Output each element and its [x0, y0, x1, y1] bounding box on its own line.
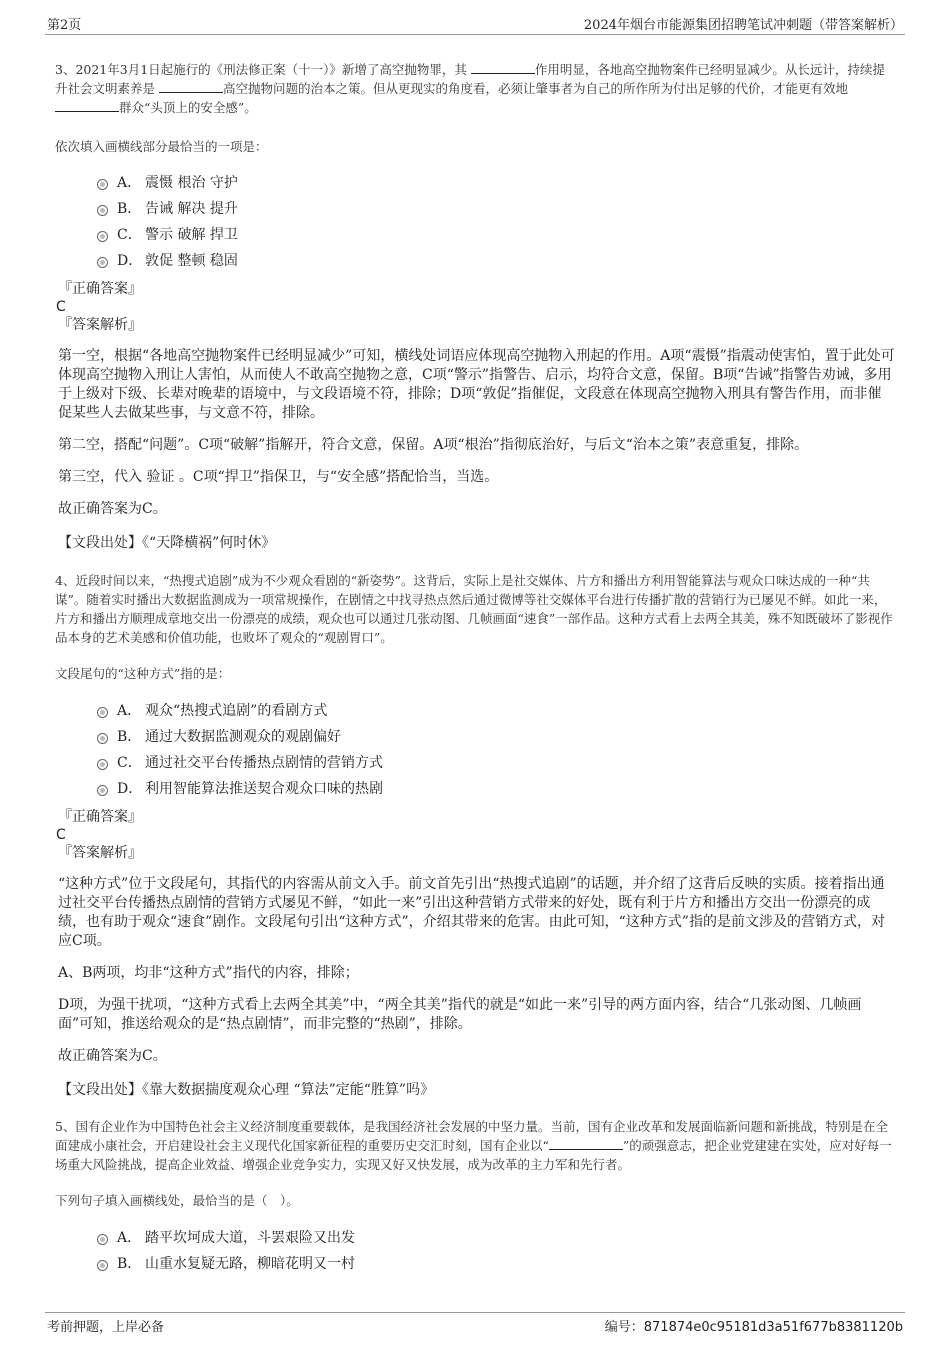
analysis-paragraph: A、B两项，均非“这种方式”指代的内容，排除；	[58, 965, 359, 981]
answer-label: 『正确答案』	[58, 809, 142, 825]
option-b[interactable]: B． 告诫 解决 提升	[55, 196, 895, 222]
footer-slogan: 考前押题，上岸必备	[47, 1320, 165, 1335]
option-b[interactable]: B． 山重水复疑无路，柳暗花明又一村	[55, 1251, 895, 1277]
fill-blank	[55, 99, 119, 112]
question-prompt: 文段尾句的“这种方式”指的是：	[55, 666, 231, 681]
analysis-paragraph: D项，为强干扰项，“这种方式看上去两全其美”中，“两全其美”指代的就是“如此一来”引导的两方面内容，结合“几张动图、几帧画面”可知，推送给观众的是“热点剧情”，而非完整的“热剧”，排除。	[58, 997, 862, 1032]
answer-value: C	[56, 299, 66, 315]
document-title: 2024年烟台市能源集团招聘笔试冲刺题（带答案解析）	[583, 18, 903, 33]
page-number: 第2页	[47, 18, 82, 33]
option-a[interactable]: A． 踏平坎坷成大道，斗罢艰险又出发	[55, 1225, 895, 1251]
option-c[interactable]: C． 通过社交平台传播热点剧情的营销方式	[55, 750, 895, 776]
page-footer	[45, 1312, 905, 1333]
question-stem: 5、国有企业作为中国特色社会主义经济制度重要载体，是我国经济社会发展的中坚力量。当前，国有企业改革和发展面临新问题和新挑战，特别是在全面建成小康社会，开启建设社会主义现代化国家新征程的重要历史交汇时刻，国有企业以“ ”的顽强意志，把企业党建建在实处，应对好每一场重大风险挑战，提高企业效益、增强企业竞争实力，实现又好又快发展，成为改革的主力军和先行者。	[55, 1119, 892, 1172]
option-a[interactable]: A． 观众“热搜式追剧”的看剧方式	[55, 698, 895, 724]
radio-icon[interactable]	[97, 1234, 108, 1245]
fill-blank	[471, 61, 535, 74]
source-line: 【文段出处】《“天降横祸”何时休》	[58, 535, 276, 551]
option-list	[55, 1225, 895, 1277]
radio-icon[interactable]	[97, 231, 108, 242]
question-stem: 3、2021年3月1日起施行的《刑法修正案（十一）》新增了高空抛物罪，其 作用明显，各地高空抛物案件已经明显减少。从长远计，持续提升社会文明素养是 高空抛物问题的治本之策。但从更现实的角度看，必须让肇事者为自己的所作所为付出足够的代价，才能更有效地 群众“头顶上的安全感”。	[55, 62, 885, 115]
analysis-label: 『答案解析』	[58, 845, 142, 861]
radio-icon[interactable]	[97, 257, 108, 268]
analysis-paragraph: 第三空，代入 验证 。C项“捍卫”指保卫，与“安全感”搭配恰当，当选。	[58, 469, 499, 485]
page-content	[55, 58, 895, 1277]
question-5	[55, 1117, 895, 1277]
question-prompt: 下列句子填入画横线处，最恰当的是（ ）。	[55, 1193, 299, 1208]
answer-label: 『正确答案』	[58, 281, 142, 297]
answer-value: C	[56, 827, 66, 843]
option-d[interactable]: D． 敦促 整顿 稳固	[55, 248, 895, 274]
document-id: 编号：871874e0c95181d3a51f677b8381120b	[604, 1320, 903, 1335]
analysis-paragraph: “这种方式”位于文段尾句，其指代的内容需从前文入手。前文首先引出“热搜式追剧”的话题，并介绍了这背后反映的实质。接着指出通过社交平台传播热点剧情的营销方式屡见不鲜，“如此一来”引出这种营销方式带来的好处，既有利于片方和播出方交出一份漂亮的成绩，也有助于观众“速食”剧作。文段尾句引出“这种方式”，介绍其带来的危害。由此可知，“这种方式”指的是前文涉及的营销方式，对应C项。	[58, 876, 885, 949]
fill-blank	[549, 1137, 623, 1150]
radio-icon[interactable]	[97, 759, 108, 770]
page-header	[45, 12, 905, 35]
option-d[interactable]: D． 利用智能算法推送契合观众口味的热剧	[55, 776, 895, 802]
analysis-paragraph: 故正确答案为C。	[58, 501, 167, 517]
analysis-paragraph: 第一空，根据“各地高空抛物案件已经明显减少”可知，横线处词语应体现高空抛物入刑起的作用。A项“震慑”指震动使害怕，置于此处可体现高空抛物入刑让人害怕，从而使人不敢高空抛物之意，C项“警示”指警告、启示，均符合文意，保留。B项“告诫”指警告劝诫，多用于上级对下级、长辈对晚辈的语境中，与文段语境不符，排除；D项“敦促”指催促，文段意在体现高空抛物入刑具有警告作用，而非催促某些人去做某些事，与文意不符，排除。	[58, 348, 895, 421]
radio-icon[interactable]	[97, 179, 108, 190]
radio-icon[interactable]	[97, 707, 108, 718]
radio-icon[interactable]	[97, 785, 108, 796]
source-line: 【文段出处】《靠大数据揣度观众心理 “算法”定能“胜算”吗》	[58, 1082, 435, 1098]
analysis-paragraph: 故正确答案为C。	[58, 1048, 167, 1064]
analysis-label: 『答案解析』	[58, 317, 142, 333]
option-list	[55, 170, 895, 274]
analysis-paragraph: 第二空，搭配“问题”。C项“破解”指解开，符合文意，保留。A项“根治”指彻底治好，与后文“治本之策”表意重复，排除。	[58, 437, 809, 453]
option-a[interactable]: A． 震慑 根治 守护	[55, 170, 895, 196]
option-b[interactable]: B． 通过大数据监测观众的观剧偏好	[55, 724, 895, 750]
question-4	[55, 571, 895, 1100]
option-c[interactable]: C． 警示 破解 捍卫	[55, 222, 895, 248]
fill-blank	[159, 80, 223, 93]
question-stem: 4、近段时间以来，“热搜式追剧”成为不少观众看剧的“新姿势”。这背后，实际上是社交媒体、片方和播出方利用智能算法与观众口味达成的一种“共谋”。随着实时播出大数据监测成为一项常规操作，在剧情之中找寻热点然后通过微博等社交媒体平台进行传播扩散的营销行为已屡见不鲜。如此一来，片方和播出方顺理成章地交出一份漂亮的成绩，观众也可以通过几张动图、几帧画面“速食”一部作品。这种方式看上去两全其美，殊不知既破坏了影视作品本身的艺术美感和价值功能，也败坏了观众的“观剧胃口”。	[55, 573, 893, 645]
question-3	[55, 60, 895, 553]
question-prompt: 依次填入画横线部分最恰当的一项是：	[55, 139, 268, 154]
radio-icon[interactable]	[97, 1260, 108, 1271]
radio-icon[interactable]	[97, 733, 108, 744]
radio-icon[interactable]	[97, 205, 108, 216]
option-list	[55, 698, 895, 802]
